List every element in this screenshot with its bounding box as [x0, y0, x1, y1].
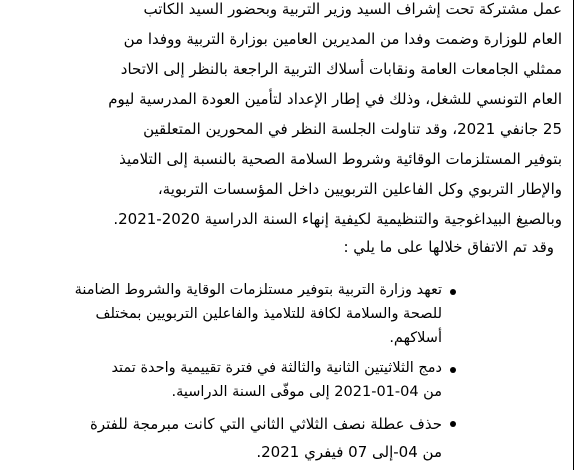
document-body	[6, 0, 562, 466]
bullet-icon	[450, 367, 456, 373]
list-item-line: للصحة والسلامة لكافة للتلاميذ والفاعلين التربويين بمختلف	[95, 306, 442, 322]
agreement-list	[6, 278, 562, 466]
list-item	[6, 410, 562, 466]
main-paragraph	[6, 0, 562, 234]
list-item-line: أسلاكهم.	[389, 330, 442, 346]
page-border	[573, 0, 574, 470]
list-item	[6, 356, 562, 404]
list-item-line: دمج الثلاثيتين الثانية والثالثة في فترة تقييمية واحدة تمتد	[111, 360, 442, 376]
paragraph-line: وبالصيغ البيداغوجية والتنظيمية لكيفية إنهاء السنة الدراسية 2020-2021.	[113, 210, 562, 228]
paragraph-line: العام التونسي للشغل، وذلك في إطار الإعداد لتأمين العودة المدرسية ليوم	[108, 90, 562, 108]
paragraph-line: والإطار التربوي وكل الفاعلين التربويين داخل المؤسسات التربوية،	[157, 180, 562, 198]
agreement-intro: وقد تم الاتفاق خلالها على ما يلي :	[343, 238, 554, 256]
paragraph-line: عمل مشتركة تحت إشراف السيد وزير التربية وبحضور السيد الكاتب	[143, 0, 562, 18]
paragraph-line: بتوفير المستلزمات الوقائية وشروط السلامة الصحية بالنسبة إلى التلاميذ	[119, 150, 562, 168]
list-item-line: من 04-01-2021 إلى موفّى السنة الدراسية.	[171, 384, 442, 400]
list-item-line: حذف عطلة نصف الثلاثي الثاني التي كانت مبرمجة للفترة	[90, 415, 442, 433]
paragraph-line: ممثلي الجامعات العامة ونقابات أسلاك التربية الراجعة بالنظر إلى الاتحاد	[120, 60, 562, 78]
bullet-icon	[450, 421, 456, 427]
list-item-line: تعهد وزارة التربية بتوفير مستلزمات الوقاية والشروط الضامنة	[74, 282, 442, 298]
bullet-icon	[450, 289, 456, 295]
list-item-line: من 04-إلى 07 فيفري 2021.	[256, 443, 442, 461]
list-item	[6, 278, 562, 350]
paragraph-line: 25 جانفي 2021، وقد تناولت الجلسة النظر في المحورين المتعلقين	[143, 120, 562, 138]
paragraph-line: العام للوزارة وضمت وفدا من المديرين العامين بوزارة التربية ووفدا من	[123, 30, 562, 48]
